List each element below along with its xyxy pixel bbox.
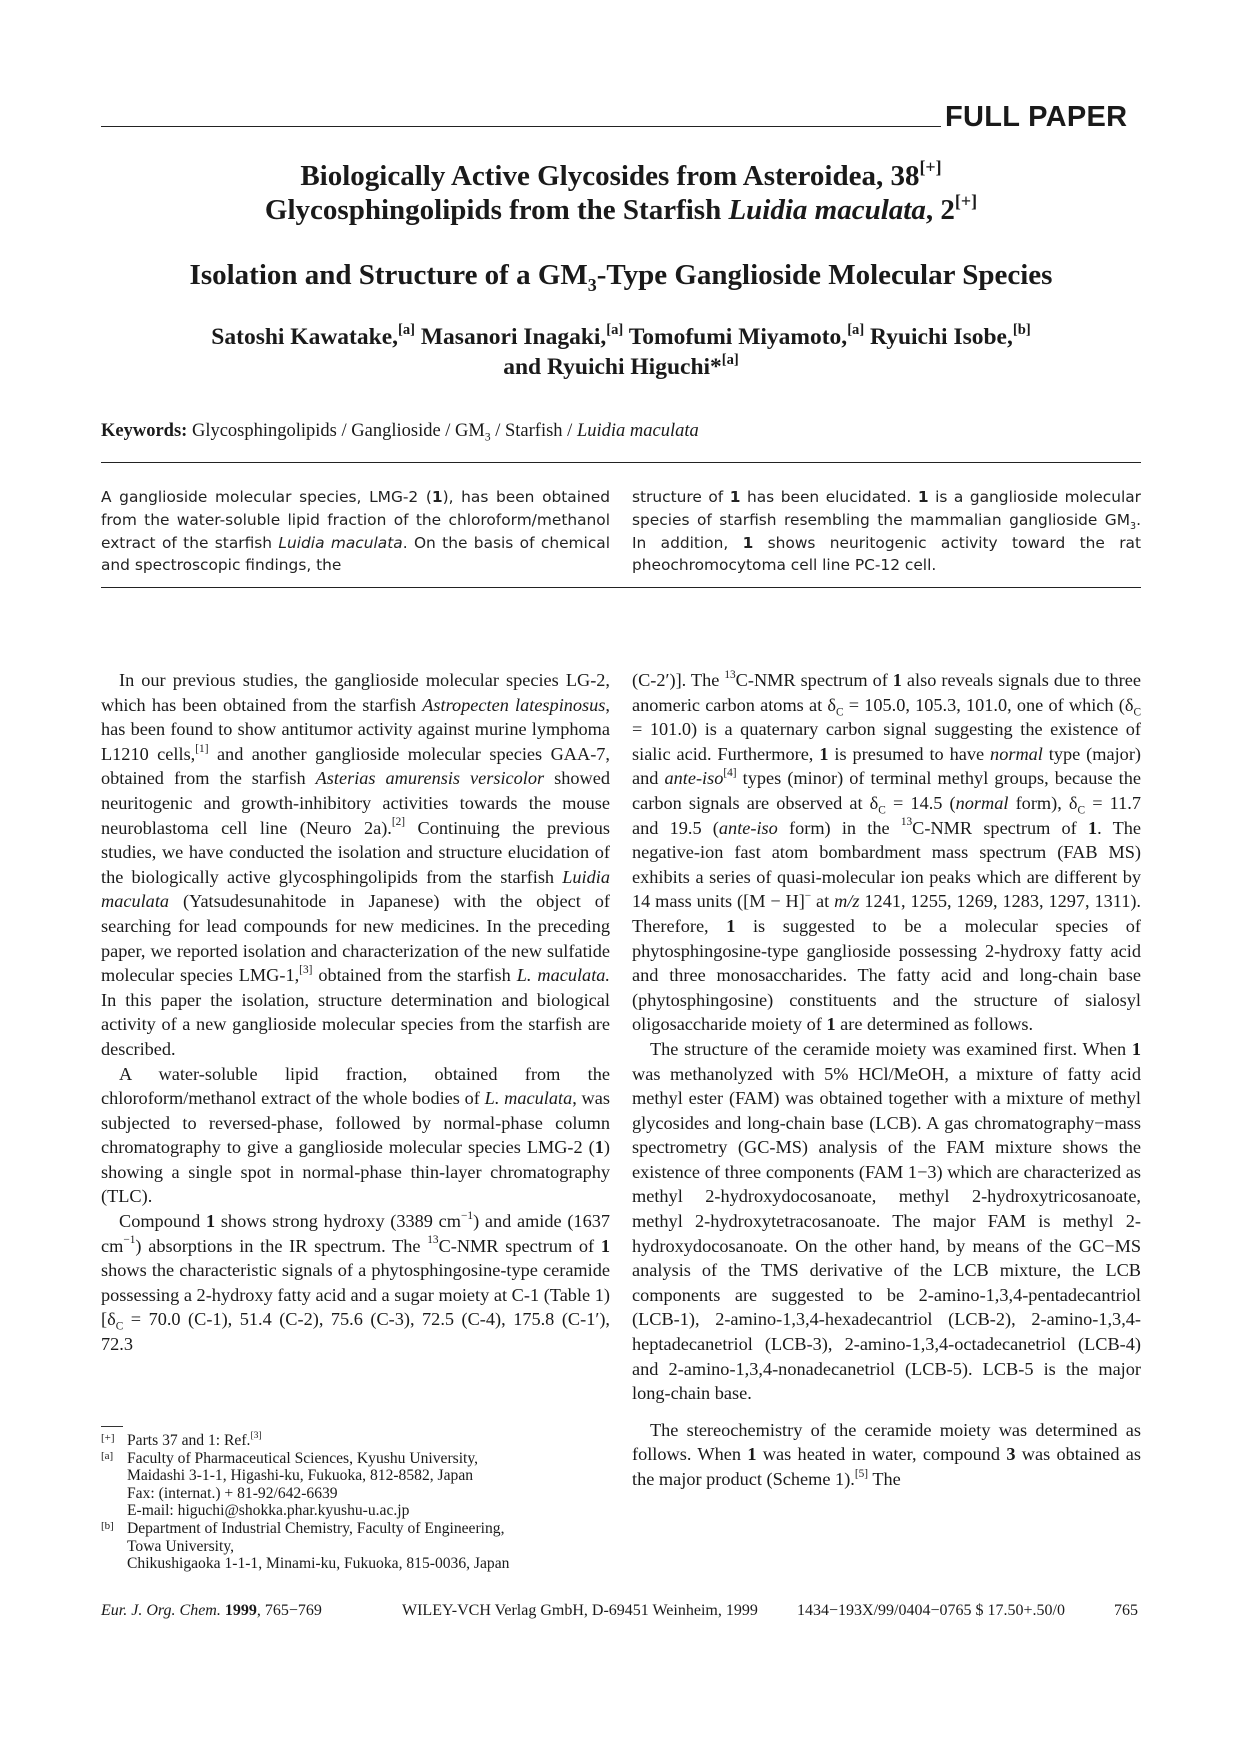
journal-citation (101, 1602, 322, 1620)
italic-term: L. maculata. (516, 965, 610, 986)
body-right-column (632, 668, 1141, 1492)
body-text: obtained from the starfish (312, 965, 517, 986)
compound-ref: 1 (594, 1137, 604, 1158)
body-text: form), δ (1008, 792, 1078, 813)
journal-name: Eur. J. Org. Chem. (101, 1602, 221, 1619)
compound-ref: 3 (1006, 1444, 1016, 1465)
footnote-text: Parts 37 and 1: Ref. (127, 1432, 251, 1449)
body-text: was heated in water, compound (756, 1444, 1007, 1465)
paragraph (632, 1037, 1141, 1406)
abstract-text: shows neuritogenic activity toward the rat pheochromocytoma cell line PC-12 cell. (632, 533, 1141, 575)
title-text: Glycosphingolipids from the Starfish (264, 194, 729, 226)
body-text: Compound (119, 1211, 206, 1232)
body-text: (C-2′)]. The (632, 670, 725, 690)
body-left-column (101, 668, 610, 1357)
subscript: C (115, 1321, 124, 1334)
body-text: In this paper the isolation, structure determination and biological activity of a new ganglioside molecular species from the starfish are described. (101, 989, 610, 1059)
author: and Ryuichi Higuchi* (503, 354, 722, 380)
compound-ref: 1 (1087, 817, 1098, 838)
paragraph (632, 668, 1141, 1037)
body-text: . The negative-ion fast atom bombardment mass spectrum (FAB MS) exhibits a series of quasi-molecular ion peaks which are different by 14 mass units ([M − H] (632, 817, 1141, 912)
publisher: WILEY-VCH Verlag GmbH, D-69451 Weinheim, 1999 (402, 1602, 758, 1619)
body-text: The (868, 1469, 901, 1489)
italic-term: m/z (834, 891, 860, 912)
abstract-top-rule (101, 462, 1141, 463)
journal-year: 1999 (224, 1602, 257, 1619)
affiliation-mark: [b] (1012, 321, 1031, 338)
paragraph (101, 668, 610, 1062)
abstract-text: . In addition, (632, 510, 1141, 552)
body-text: shows strong hydroxy (3389 cm (215, 1211, 461, 1232)
body-text: and another ganglioside molecular species GAA-7, obtained from the starfish (101, 743, 611, 789)
body-text: shows the characteristic signals of a phytosphingosine-type ceramide possessing a 2-hydroxy fatty acid and a sugar moiety at C-1 (Table 1) [δ (101, 1260, 610, 1330)
compound-ref: 1 (726, 915, 736, 936)
abstract-text: A ganglioside molecular species, LMG-2 ( (101, 488, 432, 506)
footnote-mark: [a] (101, 1449, 114, 1462)
subtitle-text: -Type Ganglioside Molecular Species (596, 259, 1053, 291)
body-text: at (811, 891, 835, 912)
body-text: was obtained as the major product (Scheme 1). (632, 1444, 1142, 1489)
footnote-ref: [3] (250, 1429, 262, 1441)
subtitle (101, 258, 1141, 295)
footnote-email: E-mail: higuchi@shokka.phar.kyushu-u.ac.jp (127, 1502, 410, 1520)
affiliation-mark: [a] (398, 321, 415, 338)
keywords (101, 421, 699, 442)
body-text: ) absorptions in the IR spectrum. The (135, 1235, 428, 1256)
footnote (101, 1429, 611, 1450)
footnote-text: Chikushigaoka 1-1-1, Minami-ku, Fukuoka, 815-0036, Japan (127, 1555, 510, 1573)
title-line-1 (101, 156, 1141, 193)
footnote (101, 1450, 611, 1520)
keywords-subscript: 3 (484, 431, 491, 444)
author-list (101, 322, 1141, 382)
compound-ref: 1 (917, 488, 929, 506)
subtitle-subscript: 3 (587, 274, 597, 295)
superscript: [4] (723, 767, 737, 780)
affiliation-mark: [a] (606, 321, 624, 338)
italic-term: ante-iso (664, 768, 724, 789)
body-text: ) and amide (1637 cm (101, 1211, 610, 1256)
superscript: [1] (195, 742, 209, 755)
body-text: (Yatsudesunahitode in Japanese) with the object of searching for lead compounds for new medicines. In the preceding paper, we reported isolation and characterization of the new sulfatide molecular species LMG-1, (101, 891, 610, 986)
compound-ref: 1 (747, 1444, 757, 1465)
footnote-text: Faculty of Pharmaceutical Sciences, Kyushu University, (127, 1449, 479, 1467)
footnote (101, 1520, 611, 1573)
subscript: C (878, 804, 886, 817)
title-species: Luidia maculata (728, 194, 926, 226)
body-text: also reveals signals due to three anomeric carbon atoms at δ (632, 670, 1141, 715)
body-text: showed neuritogenic and growth-inhibitory activities towards the mouse neuroblastoma cell line (Neuro 2a). (101, 768, 611, 838)
compound-ref: 1 (826, 1014, 836, 1035)
body-text: type (major) and (632, 743, 1142, 789)
italic-term: Luidia maculata (101, 866, 610, 912)
compound-ref: 1 (892, 670, 902, 690)
species-name: Luidia maculata (278, 533, 403, 552)
superscript: −1 (461, 1209, 474, 1222)
compound-ref: 1 (742, 533, 754, 552)
abstract-text: has been elucidated. (740, 488, 918, 506)
body-text: form) in the (777, 817, 901, 838)
body-text: = 101.0) is a quaternary carbon signal suggesting the existence of sialic acid. Furthermore, (632, 719, 1141, 764)
italic-term: normal (990, 743, 1043, 764)
subscript: C (835, 706, 844, 719)
subscript: C (1133, 706, 1141, 719)
body-text: ) showing a single spot in normal-phase thin-layer chromatography (TLC). (101, 1137, 610, 1207)
compound-ref: 1 (205, 1211, 216, 1232)
body-text: A water-soluble lipid fraction, obtained from the chloroform/methanol extract of the whole bodies of (101, 1063, 610, 1109)
body-text: = 70.0 (C-1), 51.4 (C-2), 75.6 (C-3), 72.5 (C-4), 175.8 (C-1′), 72.3 (101, 1309, 610, 1355)
footnote-rule (101, 1426, 123, 1427)
superscript: [2] (391, 816, 406, 829)
affiliation-mark: [a] (721, 351, 739, 368)
keywords-text: Glycosphingolipids / Ganglioside / GM (187, 421, 485, 441)
footnote-text: Fax: (internat.) + 81-92/642-6639 (127, 1484, 338, 1502)
abstract-bottom-rule (101, 587, 1141, 588)
section-label: FULL PAPER (945, 101, 1128, 133)
abstract-right (632, 486, 1141, 577)
italic-term: L. maculata (484, 1088, 573, 1109)
body-text: C-NMR spectrum of (735, 670, 893, 690)
body-text: is suggested to be a molecular species of phytosphingosine-type ganglioside possessing 2-hydroxy fatty acid and three monosaccharides. The fatty acid and long-chain base (phytosphingosine) constituents and the structure of sialosyl oligosaccharide moiety of (632, 915, 1141, 1035)
title-ref: [+] (954, 190, 978, 211)
footnote-text: Towa University, (127, 1537, 235, 1555)
paragraph (101, 1209, 610, 1357)
body-text: are determined as follows. (835, 1014, 1034, 1035)
italic-term: Astropecten latespinosus (422, 694, 606, 715)
journal-pages: , 765−769 (256, 1602, 322, 1619)
subtitle-text: Isolation and Structure of a GM (189, 259, 588, 291)
author: Ryuichi Isobe, (864, 324, 1013, 350)
body-text: was methanolyzed with 5% HCl/MeOH, a mixture of fatty acid methyl ester (FAM) was obtained together with a mixture of methyl glycosides and long-chain base (LCB). A gas chromatography−mass spectrometry (GC-MS) analysis of the FAM mixture shows the existence of three components (FAM 1−3) which are characterized as methyl 2-hydroxydocosanoate, methyl 2-hydroxytricosanoate, methyl 2-hydroxytetracosanoate. The major FAM is methyl 2-hydroxydocosanoate. On the other hand, by means of the GC−MS analysis of the TMS derivative of the LCB mixture, the LCB components are suggested to be 2-amino-1,3,4-pentadecantriol (LCB-1), 2-amino-1,3,4-hexadecantriol (LCB-2), 2-amino-1,3,4-heptadecanetriol (LCB-3), 2-amino-1,3,4-octadecanetriol (LCB-4) and 2-amino-1,3,4-nonadecanetriol (LCB-5). LCB-5 is the major long-chain base. (632, 1063, 1141, 1404)
body-text: , has been found to show antitumor activity against murine lymphoma L1210 cells, (101, 694, 610, 764)
author: Masanori Inagaki, (415, 324, 607, 350)
paragraph (101, 1062, 610, 1210)
keywords-label: Keywords: (101, 421, 188, 441)
compound-ref: 1 (819, 743, 829, 764)
superscript: [3] (299, 963, 313, 976)
author: Satoshi Kawatake, (211, 324, 399, 350)
title-line-2 (101, 190, 1141, 227)
body-text: types (minor) of terminal methyl groups, because the carbon signals are observed at δ (632, 768, 1141, 813)
superscript: 13 (427, 1234, 439, 1247)
page-number: 765 (1114, 1602, 1138, 1619)
superscript: [5] (854, 1467, 869, 1480)
body-text: is presumed to have (828, 743, 991, 764)
body-text: C-NMR spectrum of (912, 817, 1088, 838)
header-rule (101, 126, 941, 127)
footnote-mark: [+] (101, 1432, 115, 1444)
abstract-text: is a ganglioside molecular species of starfish resembling the mammalian ganglioside GM (632, 488, 1141, 529)
abstract-text: . On the basis of chemical and spectroscopic findings, the (101, 533, 610, 575)
body-text: = 14.5 ( (885, 792, 956, 813)
subscript: 3 (1130, 520, 1137, 532)
title-text: , 2 (925, 194, 955, 226)
body-text: C-NMR spectrum of (438, 1235, 601, 1256)
body-text: = 11.7 and 19.5 ( (632, 792, 1141, 838)
compound-ref: 1 (1131, 1038, 1141, 1059)
body-text: , was subjected to reversed-phase, followed by normal-phase column chromatography to give a ganglioside molecular species LMG-2 ( (101, 1088, 610, 1158)
abstract-text: structure of (632, 488, 730, 506)
keywords-text: / Starfish / (490, 421, 577, 441)
abstract-text: ), has been obtained from the water-soluble lipid fraction of the chloroform/methanol extract of the starfish (101, 488, 610, 552)
author: Tomofumi Miyamoto, (623, 324, 848, 350)
title-ref: [+] (919, 156, 942, 177)
affiliation-mark: [a] (847, 321, 865, 338)
superscript: 13 (900, 816, 913, 829)
issn: 1434−193X/99/0404−0765 $ 17.50+.50/0 (797, 1602, 1065, 1619)
body-text: The stereochemistry of the ceramide moiety was determined as follows. When (632, 1419, 1141, 1465)
italic-term: ante-iso (718, 817, 778, 838)
footnote-text: Department of Industrial Chemistry, Faculty of Engineering, (127, 1519, 505, 1537)
compound-ref: 1 (600, 1235, 610, 1256)
body-text: In our previous studies, the ganglioside molecular species LG-2, which has been obtained from the starfish (101, 670, 610, 715)
compound-ref: 1 (729, 488, 741, 506)
superscript: 13 (724, 668, 736, 681)
body-text: Continuing the previous studies, we have conducted the isolation and structure elucidation of the biologically active glycosphingolipids from the starfish (101, 817, 610, 887)
title-text: Biologically Active Glycosides from Asteroidea, 38 (300, 160, 920, 192)
body-text: The structure of the ceramide moiety was examined first. When (650, 1038, 1132, 1059)
paragraph (632, 1418, 1141, 1492)
superscript: −1 (123, 1234, 136, 1247)
footnote-mark: [b] (101, 1519, 114, 1532)
footnote-text: Maidashi 3-1-1, Higashi-ku, Fukuoka, 812-8582, Japan (127, 1467, 474, 1485)
abstract-left (101, 486, 610, 577)
keywords-species: Luidia maculata (576, 421, 699, 441)
footnotes (101, 1429, 611, 1573)
compound-ref: 1 (431, 488, 443, 506)
body-text: 1241, 1255, 1269, 1283, 1297, 1311). Therefore, (632, 891, 1141, 936)
body-text: = 105.0, 105.3, 101.0, one of which (δ (843, 694, 1134, 715)
superscript: − (804, 890, 812, 903)
subscript: C (1077, 804, 1086, 817)
italic-term: Asterias amurensis versicolor (315, 768, 545, 789)
italic-term: normal (955, 792, 1009, 813)
